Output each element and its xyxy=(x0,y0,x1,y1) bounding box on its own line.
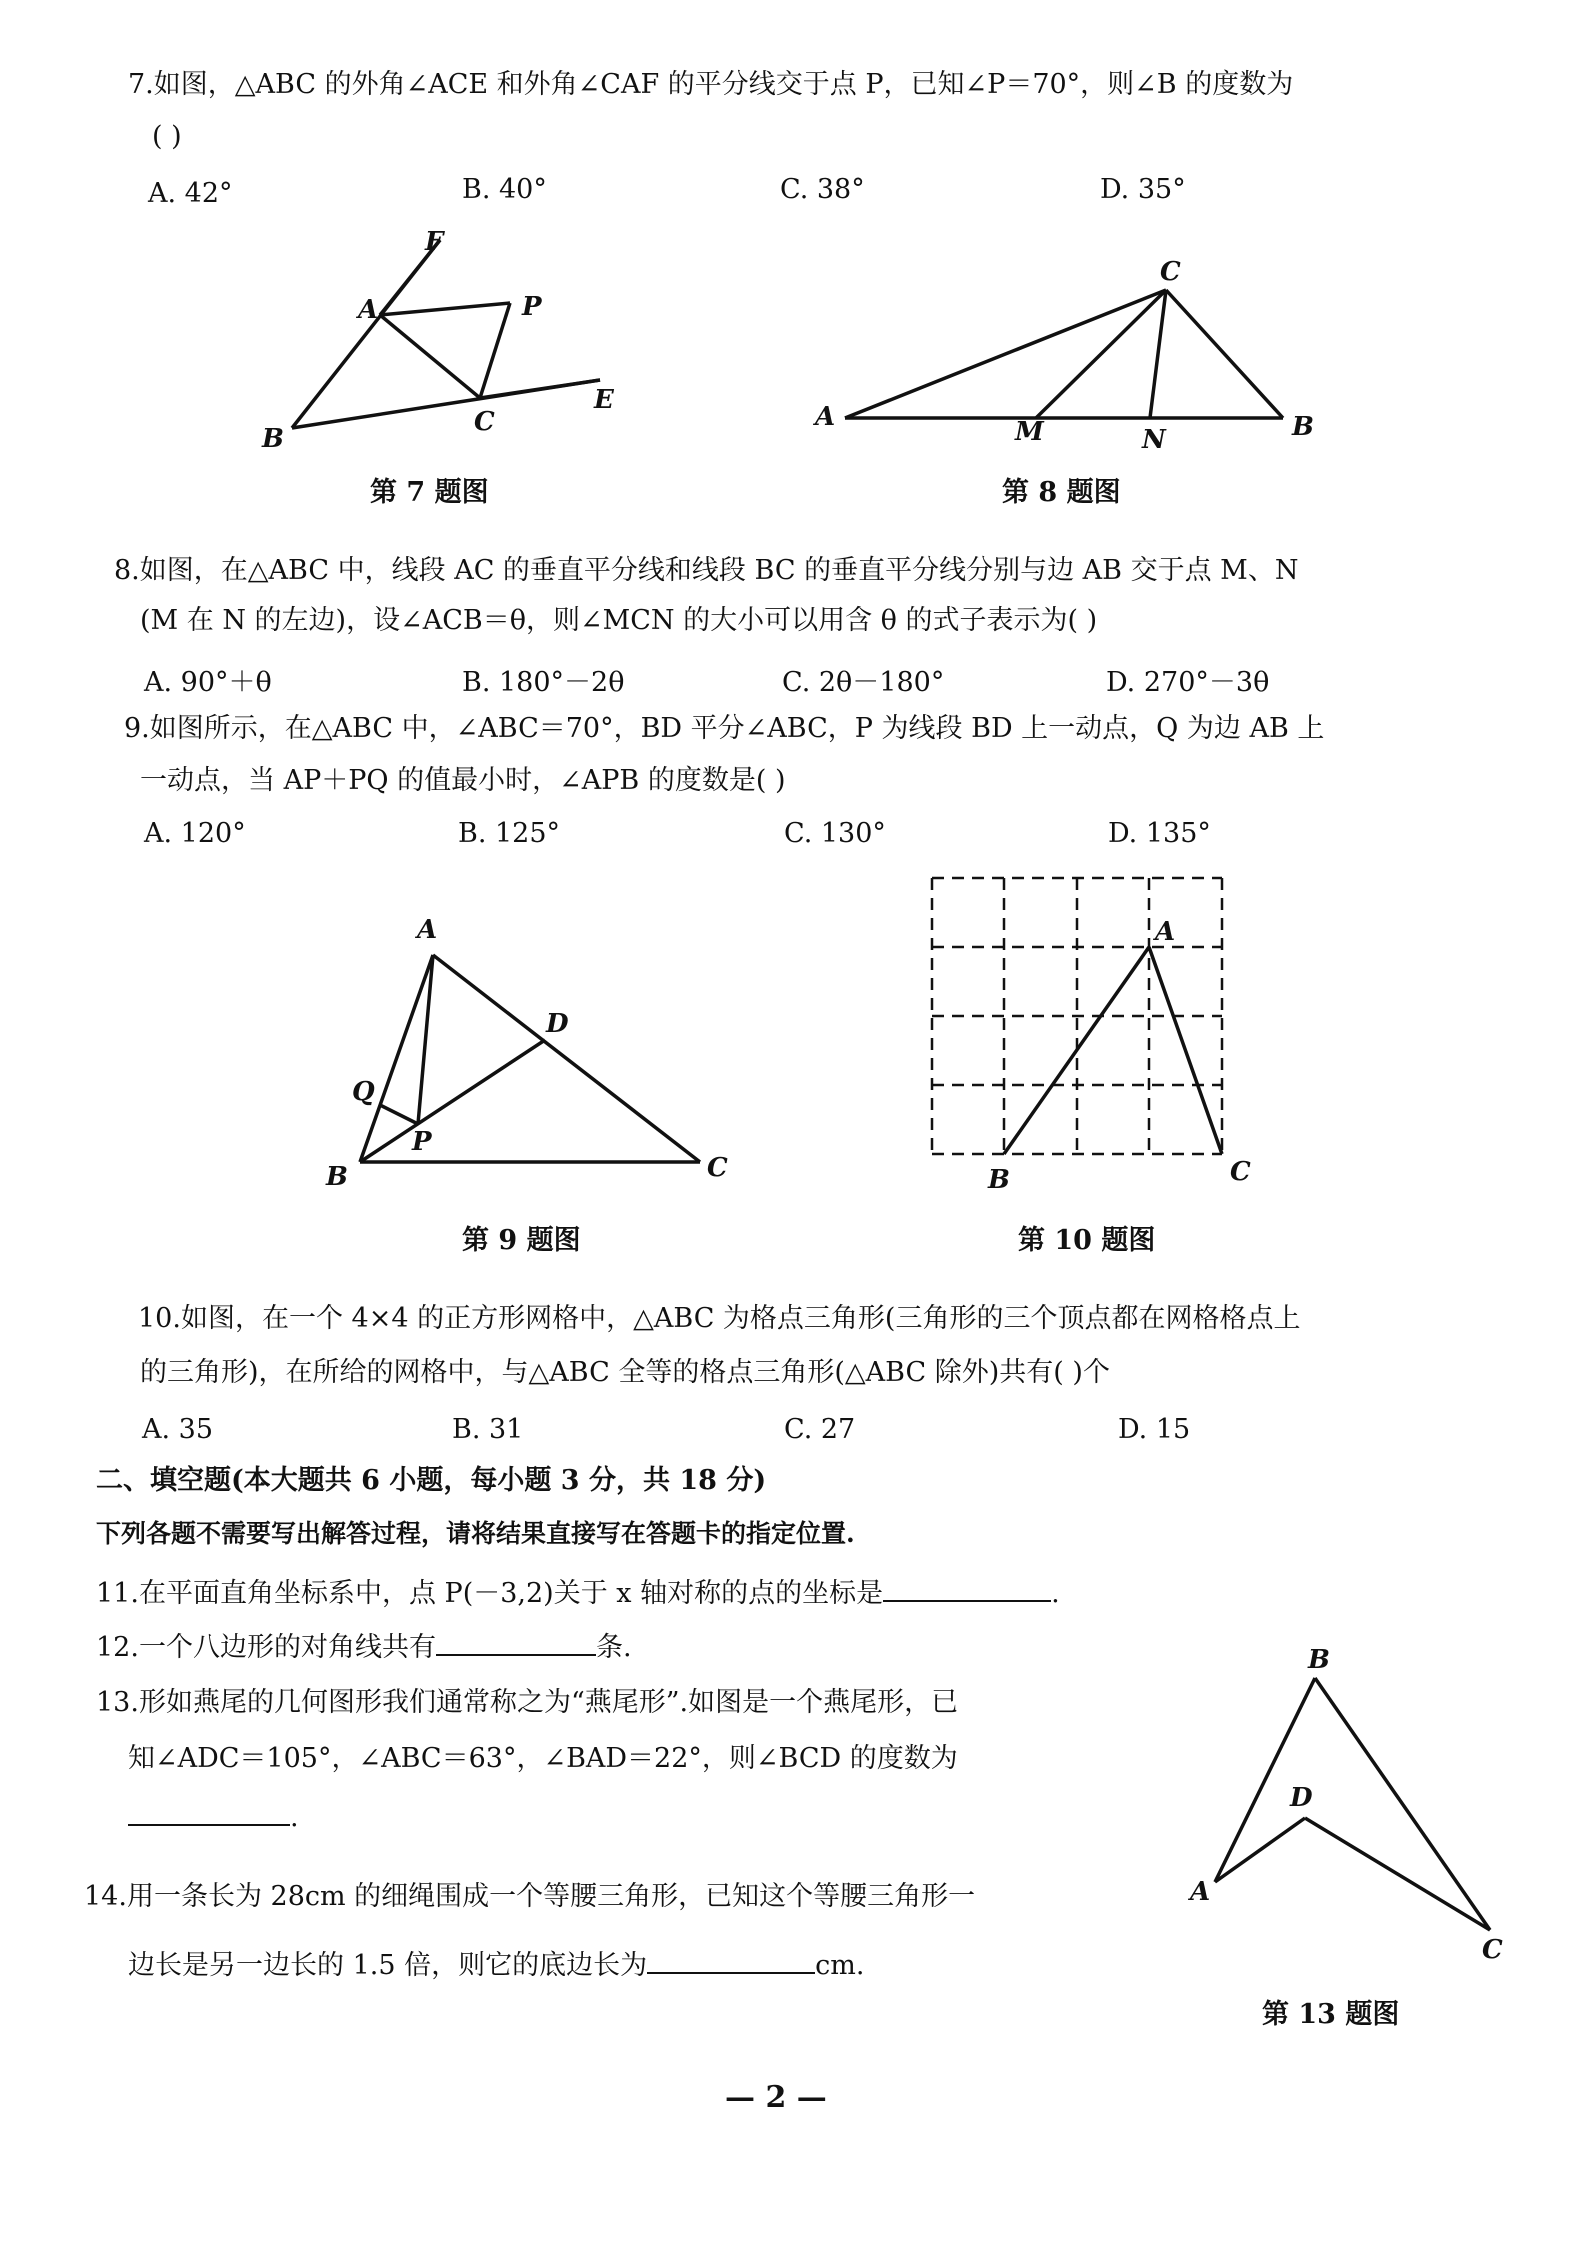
q10-line-ac xyxy=(1149,947,1222,1154)
q13-line-ad xyxy=(1215,1818,1305,1882)
q8-option-c: C. 2θ－180° xyxy=(782,667,945,698)
section2-instruction: 下列各题不需要写出解答过程，请将结果直接写在答题卡的指定位置. xyxy=(96,1519,855,1548)
q7-caption: 第 7 题图 xyxy=(370,477,489,508)
q8-label-b: B xyxy=(1292,412,1314,442)
q9-line-qp xyxy=(380,1105,418,1124)
q7-label-f: F xyxy=(425,227,444,257)
q10-option-c: C. 27 xyxy=(784,1414,856,1445)
q8-line-cm xyxy=(1036,290,1166,418)
q10-caption: 第 10 题图 xyxy=(1018,1225,1156,1256)
q10-option-a: A. 35 xyxy=(142,1414,214,1445)
q10-grid xyxy=(932,878,1222,1154)
q13-label-d: D xyxy=(1290,1783,1313,1813)
q10-text-line1: 10.如图，在一个 4×4 的正方形网格中，△ABC 为格点三角形(三角形的三个顶点都在网格格点上 xyxy=(138,1303,1301,1334)
q14-text-suffix: cm. xyxy=(815,1950,865,1981)
q8-label-c: C xyxy=(1160,257,1181,287)
q10-label-c: C xyxy=(1230,1157,1251,1187)
q10-option-d: D. 15 xyxy=(1118,1414,1191,1445)
q9-caption: 第 9 题图 xyxy=(462,1225,581,1256)
q8-line-bc xyxy=(1166,290,1283,418)
q13-label-b: B xyxy=(1308,1645,1330,1675)
q7-line-pc xyxy=(480,303,510,398)
q12-end: 条. xyxy=(595,1632,632,1663)
q7-label-b: B xyxy=(262,424,284,454)
q13-end: . xyxy=(290,1802,299,1833)
q7-label-c: C xyxy=(474,407,495,437)
q8-line-cn xyxy=(1150,290,1166,418)
q8-caption: 第 8 题图 xyxy=(1002,477,1121,508)
page-number: — 2 — xyxy=(725,2080,827,2115)
q11-answer-blank xyxy=(883,1576,1051,1602)
q10-label-a: A xyxy=(1155,917,1176,947)
q9-line-ac xyxy=(433,955,700,1162)
q7-option-b: B. 40° xyxy=(462,174,547,205)
q7-line-ac xyxy=(380,315,480,398)
q7-label-a: A xyxy=(358,295,379,325)
q9-option-d: D. 135° xyxy=(1108,818,1211,849)
q9-option-c: C. 130° xyxy=(784,818,886,849)
q7-option-c: C. 38° xyxy=(780,174,865,205)
q9-text-line1: 9.如图所示，在△ABC 中，∠ABC＝70°，BD 平分∠ABC，P 为线段 BD 上一动点，Q 为边 AB 上 xyxy=(124,713,1325,744)
q13-text-line1: 13.形如燕尾的几何图形我们通常称之为“燕尾形”.如图是一个燕尾形，已 xyxy=(96,1687,959,1718)
q10-text-line2: 的三角形)，在所给的网格中，与△ABC 全等的格点三角形(△ABC 除外)共有( )个 xyxy=(140,1357,1110,1388)
q11-text: 11.在平面直角坐标系中，点 P(－3,2)关于 x 轴对称的点的坐标是 xyxy=(96,1578,884,1609)
q14-line2 xyxy=(128,1948,864,1983)
q9-label-b: B xyxy=(326,1162,348,1192)
q8-label-a: A xyxy=(815,402,836,432)
q9-label-a: A xyxy=(417,915,438,945)
q13-line-ba xyxy=(1215,1678,1315,1882)
q7-label-e: E xyxy=(594,385,614,415)
q7-option-a: A. 42° xyxy=(148,178,233,209)
q9-option-b: B. 125° xyxy=(458,818,561,849)
q9-line-bd xyxy=(360,1040,545,1162)
q7-line-ap xyxy=(380,303,510,315)
q13-label-c: C xyxy=(1482,1935,1503,1965)
q9-text-line2: 一动点，当 AP＋PQ 的值最小时，∠APB 的度数是( ) xyxy=(140,765,786,796)
q7-figure xyxy=(0,0,1586,520)
q14-text-prefix: 边长是另一边长的 1.5 倍，则它的底边长为 xyxy=(128,1950,648,1981)
q13-line-bc xyxy=(1315,1678,1490,1930)
q12-text: 12.一个八边形的对角线共有 xyxy=(96,1632,436,1663)
q9-label-c: C xyxy=(707,1153,728,1183)
q8-option-d: D. 270°－3θ xyxy=(1106,667,1270,698)
q8-label-m: M xyxy=(1015,417,1044,447)
q8-option-a: A. 90°＋θ xyxy=(144,667,272,698)
q7-text-line1: 7.如图，△ABC 的外角∠ACE 和外角∠CAF 的平分线交于点 P，已知∠P＝70°，则∠B 的度数为 xyxy=(128,69,1294,100)
q8-label-n: N xyxy=(1142,425,1166,455)
q9-option-a: A. 120° xyxy=(144,818,246,849)
section2-title: 二、填空题(本大题共 6 小题，每小题 3 分，共 18 分) xyxy=(96,1465,767,1496)
q13-text-line2: 知∠ADC＝105°，∠ABC＝63°，∠BAD＝22°，则∠BCD 的度数为 xyxy=(128,1743,958,1774)
q8-line-ac xyxy=(845,290,1166,418)
q8-text-line2: (M 在 N 的左边)，设∠ACB＝θ，则∠MCN 的大小可以用含 θ 的式子表示为( ) xyxy=(140,605,1098,636)
q7-option-d: D. 35° xyxy=(1100,174,1186,205)
q7-label-p: P xyxy=(522,292,542,322)
q9-q10-figures xyxy=(0,860,1586,1260)
q14-answer-blank xyxy=(647,1948,815,1974)
q8-text-line1: 8.如图，在△ABC 中，线段 AC 的垂直平分线和线段 BC 的垂直平分线分别与边 AB 交于点 M、N xyxy=(114,555,1299,586)
q8-option-b: B. 180°－2θ xyxy=(462,667,625,698)
q10-label-b: B xyxy=(988,1165,1010,1195)
q14-text-line1: 14.用一条长为 28cm 的细绳围成一个等腰三角形，已知这个等腰三角形一 xyxy=(84,1881,976,1912)
q13-label-a: A xyxy=(1190,1877,1211,1907)
q7-answer-parens: ( ) xyxy=(152,121,182,152)
q13-caption: 第 13 题图 xyxy=(1262,1999,1400,2030)
q9-label-d: D xyxy=(546,1009,569,1039)
q7-line-ce xyxy=(480,380,600,398)
q10-option-b: B. 31 xyxy=(452,1414,524,1445)
q9-label-q: Q xyxy=(352,1077,375,1107)
q9-label-p: P xyxy=(412,1127,432,1157)
q11-end: . xyxy=(1051,1578,1060,1609)
q13-line-dc xyxy=(1305,1818,1490,1930)
